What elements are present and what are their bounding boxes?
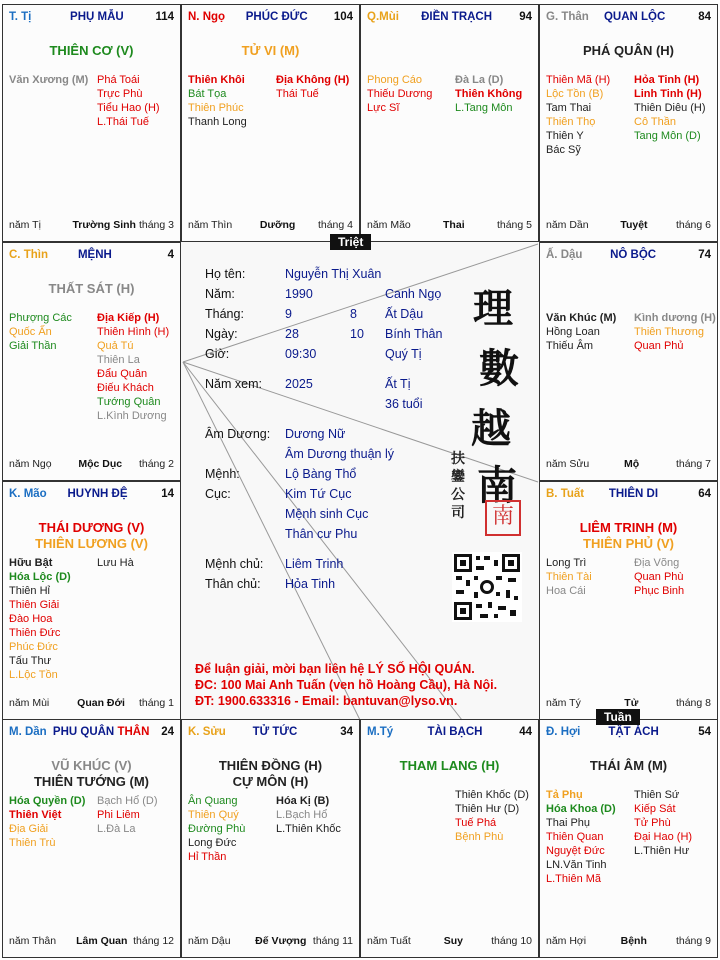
branch-label bbox=[546, 11, 589, 23]
star-left: Thiên Hỉ bbox=[9, 585, 50, 597]
star-left: Thiên Việt bbox=[9, 809, 62, 821]
palace-cell-ty bbox=[360, 719, 539, 958]
star-right: L.Đà La bbox=[97, 823, 136, 835]
contact-line-1: Để luận giải, mời bạn liên hệ LÝ SỐ HỘI QUÁN. bbox=[195, 662, 475, 676]
footer-stage: Tử bbox=[624, 697, 639, 709]
star-right: Thiên Diêu (H) bbox=[634, 102, 706, 114]
triet-tag: Triệt bbox=[330, 234, 371, 250]
palace-age: 94 bbox=[519, 11, 532, 23]
star-left: L.Thiên Mã bbox=[546, 873, 602, 885]
branch-text: Đ. Hợi bbox=[546, 726, 581, 738]
am-duong-label: Âm Dương: bbox=[205, 427, 271, 441]
ngay-value: 28 bbox=[285, 327, 299, 341]
branch-label bbox=[546, 726, 580, 738]
contact-line-3: ĐT: 1900.633316 - Email: bantuvan@lyso.vn. bbox=[195, 694, 458, 708]
footer-stage: Dưỡng bbox=[259, 219, 296, 231]
star-left: Long Đức bbox=[188, 837, 237, 849]
star-right: Quan Phù bbox=[634, 571, 684, 583]
star-left: Văn Xương (M) bbox=[9, 74, 89, 86]
footer-year: năm Dần bbox=[546, 219, 589, 231]
star-right: Quả Tú bbox=[97, 340, 134, 352]
star-right: Quan Phủ bbox=[634, 340, 684, 352]
branch-text: C. Thìn bbox=[9, 249, 48, 261]
palace-name: NÔ BỘC bbox=[610, 249, 657, 261]
star-right: Phi Liêm bbox=[97, 809, 140, 821]
footer-month: tháng 1 bbox=[138, 697, 174, 709]
thang-can: Ất Dậu bbox=[385, 307, 424, 321]
palace-footer bbox=[367, 219, 532, 233]
star-left: Thiếu Dương bbox=[367, 88, 433, 100]
footer-stage: Trường Sinh bbox=[72, 219, 136, 231]
star-left: Thiên Trù bbox=[9, 837, 56, 849]
star-right: Thiên Không bbox=[455, 88, 523, 100]
footer-year: năm Dậu bbox=[188, 935, 231, 947]
calligraphy-char-2: 數 bbox=[479, 345, 519, 392]
palace-header bbox=[546, 726, 711, 742]
star-right: Thiên Khốc (D) bbox=[455, 789, 529, 801]
branch-label bbox=[546, 249, 582, 261]
menh-chu-value: Liêm Trinh bbox=[285, 557, 344, 571]
footer-year: năm Hợi bbox=[546, 935, 587, 947]
contact-line-2: ĐC: 100 Mai Anh Tuấn (ven hồ Hoàng Cầu), Hà Nội. bbox=[195, 678, 498, 692]
star-right: Phá Toái bbox=[97, 74, 140, 86]
main-star: THIÊN PHỦ (V) bbox=[583, 536, 674, 551]
star-left: Hóa Khoa (D) bbox=[546, 803, 616, 815]
star-left: Thai Phụ bbox=[546, 817, 591, 829]
branch-label bbox=[188, 11, 225, 23]
star-left: Phong Cáo bbox=[367, 74, 423, 86]
palace-cell-suu bbox=[181, 719, 360, 958]
star-right: Hỏa Tinh (H) bbox=[634, 74, 700, 86]
branch-label bbox=[9, 249, 48, 261]
than-chu-label: Thân chủ: bbox=[205, 577, 261, 591]
main-star: THIÊN ĐỒNG (H) bbox=[218, 758, 323, 773]
footer-month: tháng 2 bbox=[138, 458, 174, 470]
star-right: L.Tang Môn bbox=[455, 102, 513, 114]
palace-name: ĐIỀN TRẠCH bbox=[421, 11, 493, 23]
main-star: THẤT SÁT (H) bbox=[48, 281, 135, 296]
branch-text: B. Tuất bbox=[546, 488, 585, 500]
star-right: Tiểu Hao (H) bbox=[97, 102, 160, 114]
star-right: L.Thiên Hư bbox=[634, 845, 690, 857]
palace-age: 104 bbox=[333, 11, 353, 23]
footer-month: tháng 7 bbox=[675, 458, 711, 470]
palace-header bbox=[9, 726, 174, 742]
star-left: Thiên Đức bbox=[9, 627, 61, 639]
palace-cell-dan bbox=[2, 719, 181, 958]
star-right: Trực Phù bbox=[97, 88, 143, 100]
palace-name: PHÚC ĐỨC bbox=[245, 11, 308, 23]
star-right: Tuế Phá bbox=[455, 817, 497, 829]
star-left: Bát Tọa bbox=[188, 88, 227, 100]
star-left: Phúc Đức bbox=[9, 641, 58, 653]
star-left: Thanh Long bbox=[188, 116, 247, 128]
footer-year: năm Sửu bbox=[546, 458, 590, 470]
palace-cell-thin bbox=[2, 242, 181, 481]
palace-age: 54 bbox=[698, 726, 711, 738]
palace-age: 24 bbox=[161, 726, 174, 738]
star-right: Lưu Hà bbox=[97, 557, 134, 569]
star-left: Địa Giải bbox=[9, 823, 49, 835]
branch-label bbox=[546, 488, 584, 500]
footer-stage: Đế Vượng bbox=[255, 935, 307, 947]
star-left: Đào Hoa bbox=[9, 613, 53, 625]
star-right: Hóa Kị (B) bbox=[276, 795, 330, 807]
menh-chu-label: Mệnh chủ: bbox=[205, 557, 264, 571]
star-left: Giải Thần bbox=[9, 340, 57, 352]
palace-name: PHỤ MẪU bbox=[70, 11, 124, 23]
branch-label bbox=[9, 726, 47, 738]
nam-can: Canh Ngọ bbox=[385, 287, 442, 301]
star-left: Phượng Các bbox=[9, 312, 72, 324]
star-left: Nguyệt Đức bbox=[546, 845, 605, 857]
star-right: Kiếp Sát bbox=[634, 803, 676, 815]
calligraphy-char-1: 理 bbox=[473, 285, 513, 332]
calligraphy-char-3: 越 bbox=[471, 405, 511, 452]
palace-age: 14 bbox=[161, 488, 174, 500]
main-star: PHÁ QUÂN (H) bbox=[583, 43, 674, 58]
star-right: Cô Thần bbox=[634, 116, 676, 128]
branch-label bbox=[367, 726, 393, 738]
ngay-label: Ngày: bbox=[205, 327, 238, 341]
am-duong-value-2: Âm Dương thuận lý bbox=[285, 447, 394, 461]
ho-ten-value: Nguyễn Thị Xuân bbox=[285, 267, 382, 281]
star-right: Đại Hao (H) bbox=[634, 831, 693, 843]
star-right: Kình dương (H) bbox=[634, 312, 716, 324]
qr-code-icon bbox=[452, 552, 522, 622]
star-right: Đà La (D) bbox=[455, 74, 504, 86]
calligraphy-small-3: 公 bbox=[451, 487, 465, 503]
star-left: Thiên Quý bbox=[188, 809, 239, 821]
footer-stage: Mộ bbox=[623, 458, 640, 470]
star-right: L.Thái Tuế bbox=[97, 116, 149, 128]
star-right: Tử Phù bbox=[634, 817, 671, 829]
branch-label bbox=[367, 11, 399, 23]
star-right: Bệnh Phù bbox=[455, 831, 504, 843]
main-star: THÁI DƯƠNG (V) bbox=[38, 520, 145, 535]
branch-text: M.Tý bbox=[367, 726, 394, 738]
main-star: THIÊN TƯỚNG (M) bbox=[33, 774, 150, 789]
footer-stage: Quan Đới bbox=[77, 697, 125, 709]
footer-month: tháng 6 bbox=[675, 219, 711, 231]
menh-label: Mệnh: bbox=[205, 467, 240, 481]
main-star: LIÊM TRINH (M) bbox=[579, 520, 678, 535]
palace-cell-ti bbox=[2, 4, 181, 242]
palace-header bbox=[367, 726, 532, 742]
star-right: Tang Môn (D) bbox=[634, 130, 701, 142]
star-right: Phục Binh bbox=[634, 585, 685, 597]
footer-year: năm Tý bbox=[546, 697, 581, 709]
palace-footer bbox=[367, 935, 532, 949]
nam-xem-label: Năm xem: bbox=[205, 377, 262, 391]
calligraphy-small-4: 司 bbox=[451, 505, 465, 521]
menh-value: Lộ Bàng Thổ bbox=[285, 467, 357, 481]
star-left: Lộc Tồn (B) bbox=[546, 88, 604, 100]
star-left: Tả Phụ bbox=[546, 789, 583, 801]
star-right: Bạch Hổ (D) bbox=[97, 795, 158, 807]
branch-text: G. Thân bbox=[546, 11, 589, 23]
palace-age: 74 bbox=[698, 249, 711, 261]
palace-header bbox=[546, 249, 711, 265]
branch-text: K. Sửu bbox=[188, 726, 226, 738]
main-star: THIÊN LƯƠNG (V) bbox=[35, 536, 148, 551]
red-seal: 南 bbox=[485, 500, 521, 536]
main-star: THIÊN CƠ (V) bbox=[49, 43, 134, 58]
footer-month: tháng 9 bbox=[675, 935, 711, 947]
footer-stage: Thai bbox=[443, 219, 465, 231]
palace-footer bbox=[9, 458, 174, 472]
branch-text: K. Mão bbox=[9, 488, 47, 500]
nam-value: 1990 bbox=[285, 287, 313, 301]
palace-name: QUAN LỘC bbox=[603, 11, 666, 23]
footer-year: năm Mão bbox=[367, 219, 411, 231]
star-left: Tam Thai bbox=[546, 102, 592, 114]
star-left: Hóa Lộc (D) bbox=[9, 571, 71, 583]
star-right: L.Kình Dương bbox=[97, 410, 167, 422]
star-left: Đường Phù bbox=[188, 823, 246, 835]
star-left: Quốc Ấn bbox=[9, 326, 52, 338]
star-right: Tướng Quân bbox=[97, 396, 161, 408]
palace-cell-tuat bbox=[539, 481, 718, 720]
palace-cell-than bbox=[539, 4, 718, 242]
cuc-label: Cục: bbox=[205, 487, 231, 501]
gio-can: Quý Tị bbox=[385, 347, 422, 361]
palace-footer bbox=[9, 697, 174, 711]
palace-header bbox=[9, 249, 174, 265]
star-left: Thiên Phúc bbox=[188, 102, 244, 114]
footer-stage: Lâm Quan bbox=[76, 935, 128, 947]
star-right: Địa Kiếp (H) bbox=[97, 312, 160, 324]
ngay-can: Bính Thân bbox=[385, 327, 443, 341]
footer-year: năm Tuất bbox=[367, 935, 411, 947]
palace-name: TẬT ÁCH bbox=[608, 726, 659, 738]
star-right: Thiên Thương bbox=[634, 326, 705, 338]
footer-month: tháng 4 bbox=[317, 219, 353, 231]
star-right: Điếu Khách bbox=[97, 382, 154, 394]
gio-label: Giờ: bbox=[205, 347, 230, 361]
branch-text: M. Dần bbox=[9, 726, 47, 738]
calligraphy-small bbox=[451, 450, 467, 522]
palace-age: 84 bbox=[698, 11, 711, 23]
footer-year: năm Mùi bbox=[9, 697, 50, 709]
palace-name: THIÊN DI bbox=[608, 488, 659, 500]
center-info bbox=[181, 242, 539, 719]
star-right: Thiên Hình (H) bbox=[97, 326, 170, 338]
star-right: L.Thiên Khốc bbox=[276, 823, 341, 835]
star-left: Hoa Cái bbox=[546, 585, 586, 597]
footer-year: năm Thìn bbox=[188, 219, 233, 231]
main-star: CỰ MÔN (H) bbox=[232, 774, 309, 789]
star-left: Tấu Thư bbox=[9, 655, 52, 667]
star-left: Thiếu Âm bbox=[546, 340, 594, 352]
star-right: Thiên Hư (D) bbox=[455, 803, 520, 815]
star-left: Thiên Giải bbox=[9, 599, 60, 611]
tuan-tag: Tuần bbox=[596, 709, 640, 725]
palace-cell-ngo bbox=[181, 4, 360, 242]
palace-footer bbox=[188, 219, 353, 233]
palace-footer bbox=[9, 935, 174, 949]
footer-month: tháng 10 bbox=[491, 935, 532, 947]
branch-label bbox=[9, 11, 31, 23]
palace-header bbox=[367, 11, 532, 27]
branch-label bbox=[9, 488, 47, 500]
footer-year: năm Thân bbox=[9, 935, 57, 947]
main-star: THÁI ÂM (M) bbox=[589, 758, 668, 773]
star-left: Văn Khúc (M) bbox=[546, 312, 617, 324]
palace-header bbox=[546, 11, 711, 27]
star-right: Địa Võng bbox=[634, 557, 680, 569]
palace-name: TỬ TỨC bbox=[252, 726, 298, 738]
am-duong-value: Dương Nữ bbox=[285, 427, 346, 441]
palace-footer bbox=[546, 935, 711, 949]
footer-stage: Tuyệt bbox=[620, 219, 648, 231]
footer-month: tháng 11 bbox=[312, 935, 353, 947]
footer-month: tháng 3 bbox=[138, 219, 174, 231]
main-star: TỬ VI (M) bbox=[241, 43, 300, 58]
star-left: Lực Sĩ bbox=[367, 102, 400, 114]
thang-label: Tháng: bbox=[205, 307, 244, 321]
star-left: Hữu Bật bbox=[9, 557, 53, 569]
star-left: Hỉ Thần bbox=[188, 851, 227, 863]
palace-header bbox=[9, 11, 174, 27]
nam-xem-value: 2025 bbox=[285, 377, 313, 391]
branch-text: Ấ. Dậu bbox=[546, 249, 583, 261]
footer-year: năm Ngọ bbox=[9, 458, 52, 470]
star-left: Bác Sỹ bbox=[546, 144, 581, 156]
palace-name: TÀI BẠCH bbox=[427, 726, 483, 738]
branch-text: T. Tị bbox=[9, 11, 32, 23]
star-left: Thiên Y bbox=[546, 130, 584, 142]
palace-footer bbox=[9, 219, 174, 233]
star-left: L.Lộc Tồn bbox=[9, 669, 58, 681]
palace-age: 34 bbox=[340, 726, 353, 738]
star-right: Thiên Sứ bbox=[634, 789, 680, 801]
footer-month: tháng 8 bbox=[675, 697, 711, 709]
star-right: Đẩu Quân bbox=[97, 368, 148, 380]
star-right: Thái Tuế bbox=[276, 88, 319, 100]
star-right: Thiên La bbox=[97, 354, 140, 366]
main-star: VŨ KHÚC (V) bbox=[51, 758, 132, 773]
palace-footer bbox=[188, 935, 353, 949]
star-left: LN.Văn Tinh bbox=[546, 859, 607, 871]
cuc-value-2: Mệnh sinh Cục bbox=[285, 507, 369, 521]
footer-month: tháng 5 bbox=[496, 219, 532, 231]
cuc-value-3: Thân cư Phu bbox=[285, 527, 358, 541]
palace-header bbox=[188, 11, 353, 27]
palace-age: 44 bbox=[519, 726, 532, 738]
star-left: Thiên Mã (H) bbox=[546, 74, 611, 86]
palace-name: MỆNH bbox=[77, 249, 112, 261]
star-left: Hồng Loan bbox=[546, 326, 600, 338]
palace-age: 114 bbox=[155, 11, 174, 23]
star-left: Ân Quang bbox=[188, 795, 238, 807]
palace-header bbox=[188, 726, 353, 742]
star-left: Thiên Khôi bbox=[188, 74, 245, 86]
calligraphy-char-4: 南 bbox=[477, 462, 517, 509]
star-left: Thiên Quan bbox=[546, 831, 604, 843]
gio-value: 09:30 bbox=[285, 347, 317, 361]
palace-footer bbox=[546, 219, 711, 233]
main-star: THAM LANG (H) bbox=[399, 758, 500, 773]
star-left: Long Trì bbox=[546, 557, 587, 569]
calligraphy-small-2: 鑾 bbox=[451, 469, 465, 485]
star-left: Thiên Tài bbox=[546, 571, 592, 583]
tuoi: 36 tuổi bbox=[385, 397, 423, 411]
branch-text: Q.Mùi bbox=[367, 11, 399, 23]
footer-stage: Suy bbox=[443, 935, 463, 947]
star-right: L.Bạch Hổ bbox=[276, 809, 328, 821]
nam-xem-can: Ất Tị bbox=[385, 377, 411, 391]
footer-month: tháng 12 bbox=[133, 935, 174, 947]
star-right: Địa Không (H) bbox=[276, 74, 350, 86]
footer-stage: Bệnh bbox=[620, 935, 647, 947]
thang-value: 9 bbox=[285, 307, 292, 321]
nam-label: Năm: bbox=[205, 287, 235, 301]
than-chu-value: Hỏa Tinh bbox=[285, 577, 336, 591]
palace-age: 64 bbox=[698, 488, 711, 500]
cuc-value: Kim Tứ Cục bbox=[285, 487, 352, 501]
star-right: Linh Tinh (H) bbox=[634, 88, 702, 100]
branch-label bbox=[188, 726, 226, 738]
palace-cell-dau bbox=[539, 242, 718, 481]
palace-name: HUYNH ĐỆ bbox=[67, 488, 128, 500]
ngay-am: 10 bbox=[350, 327, 364, 341]
palace-cell-mao bbox=[2, 481, 181, 720]
palace-name: PHU QUÂN THÂN bbox=[52, 726, 150, 738]
palace-header bbox=[9, 488, 174, 504]
horoscope-chart bbox=[2, 4, 718, 958]
palace-cell-mui bbox=[360, 4, 539, 242]
star-left: Thiên Thọ bbox=[546, 116, 596, 128]
star-left: Hóa Quyền (D) bbox=[9, 795, 86, 807]
palace-header bbox=[546, 488, 711, 504]
palace-footer bbox=[546, 458, 711, 472]
palace-age: 4 bbox=[167, 249, 174, 261]
footer-stage: Mộc Dục bbox=[78, 458, 123, 470]
palace-cell-hoi bbox=[539, 719, 718, 958]
ho-ten-label: Họ tên: bbox=[205, 267, 246, 281]
calligraphy-small-1: 扶 bbox=[451, 451, 465, 467]
footer-year: năm Tị bbox=[9, 219, 41, 231]
branch-text: N. Ngọ bbox=[188, 11, 226, 23]
thang-am: 8 bbox=[350, 307, 357, 321]
